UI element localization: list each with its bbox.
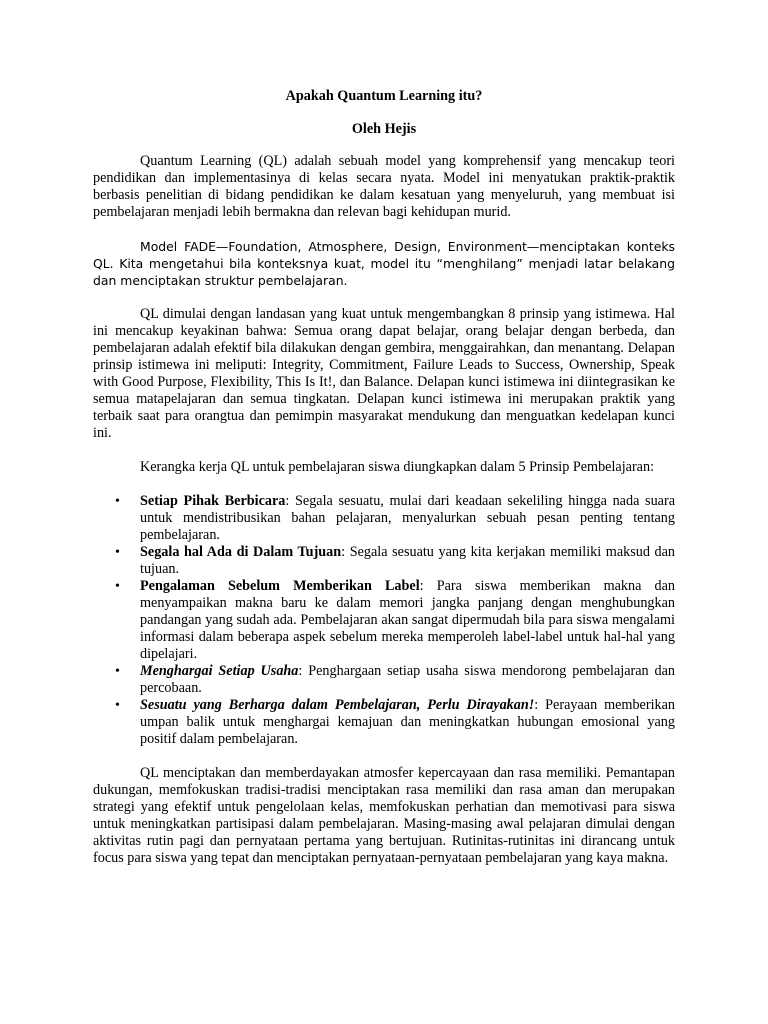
list-item bbox=[93, 544, 675, 578]
principle-text: Segala sesuatu yang kita kerjakan memiliki maksud dan tujuan. bbox=[140, 544, 675, 577]
principle-term: Menghargai Setiap Usaha bbox=[140, 663, 299, 679]
list-item bbox=[93, 493, 675, 544]
principle-term: Pengalaman Sebelum Memberikan Label bbox=[140, 578, 420, 594]
principle-separator: : bbox=[341, 544, 346, 560]
bullet-icon: • bbox=[115, 698, 120, 713]
principle-text: Para siswa memberikan makna dan menyampaikan makna baru ke dalam memori jangka panjang dengan menghubungkan pandangan yang sudah ada. Pembelajaran akan sangat dipermudah bila para siswa mengalami informasi dalam beberapa aspek sebelum mereka memperoleh label-label untuk hal-hal yang dipelajari. bbox=[140, 578, 675, 662]
list-item bbox=[93, 663, 675, 697]
principle-term: Segala hal Ada di Dalam Tujuan bbox=[140, 544, 342, 560]
principle-term: Setiap Pihak Berbicara bbox=[140, 493, 286, 509]
paragraph-atmosphere: QL menciptakan dan memberdayakan atmosfer kepercayaan dan rasa memiliki. Pemantapan dukungan, memfokuskan tradisi-tradisi menciptakan rasa memiliki dan rasa aman dan merupakan strategi yang efektif untuk pengelolaan kelas, memfokuskan perhatian dan memotivasi para siswa untuk meningkatkan partisipasi dalam pembelajaran. Masing-masing awal pelajaran dimulai dengan aktivitas rutin pagi dan pernyataan pertama yang bertujuan. Rutinitas-rutinitas ini dirancang untuk focus para siswa yang tepat dan menciptakan pernyataan-pernyataan pembelajaran yang kaya makna. bbox=[93, 765, 675, 866]
document-author: Oleh Hejis bbox=[351, 121, 417, 137]
paragraph-fade-model: Model FADE—Foundation, Atmosphere, Design, Environment—menciptakan konteks QL. Kita mengetahui bila konteksnya kuat, model itu “menghilang” menjadi latar belakang dan menciptakan struktur pembelajaran. bbox=[93, 239, 675, 288]
document-title: Apakah Quantum Learning itu? bbox=[285, 88, 483, 104]
principles-list bbox=[93, 493, 675, 748]
principle-text: Penghargaan setiap usaha siswa mendorong pembelajaran dan percobaan. bbox=[140, 663, 675, 696]
principle-text: Perayaan memberikan umpan balik untuk menghargai kemajuan dan meningkatkan hubungan emosional yang positif dalam pembelajaran. bbox=[140, 697, 675, 747]
list-item bbox=[93, 697, 675, 748]
principle-term: Sesuatu yang Berharga dalam Pembelajaran, Perlu Dirayakan! bbox=[140, 697, 535, 713]
paragraph-framework: Kerangka kerja QL untuk pembelajaran siswa diungkapkan dalam 5 Prinsip Pembelajaran: bbox=[140, 459, 655, 475]
paragraph-intro: Quantum Learning (QL) adalah sebuah model yang komprehensif yang mencakup teori pendidikan dan implementasinya di kelas secara nyata. Model ini menyatukan praktik-praktik berbasis penelitian di bidang pendidikan ke dalam kesatuan yang menyeluruh, yang membuat isi pembelajaran menjadi lebih bermakna dan relevan bagi kehidupan murid. bbox=[93, 153, 675, 220]
bullet-icon: • bbox=[115, 545, 120, 560]
paragraph-eight-principles: QL dimulai dengan landasan yang kuat untuk mengembangkan 8 prinsip yang istimewa. Hal ini mencakup keyakinan bahwa: Semua orang dapat belajar, orang belajar dengan berbeda, dan pembelajaran adalah efektif bila dilakukan dengan gembira, menggairahkan, dan menantang. Delapan prinsip istimewa ini meliputi: Integrity, Commitment, Failure Leads to Success, Ownership, Speak with Good Purpose, Flexibility, This Is It!, dan Balance. Delapan kunci istimewa ini diintegrasikan ke semua matapelajaran dan semua tingkatan. Delapan kunci istimewa ini merupakan praktik yang terbaik saat para orangtua dan pemimpin masyarakat mendukung dan menguatkan kedelapan kunci ini. bbox=[93, 306, 675, 441]
bullet-icon: • bbox=[115, 579, 120, 594]
bullet-icon: • bbox=[115, 664, 120, 679]
principle-separator: : bbox=[298, 663, 303, 679]
principle-separator: : bbox=[419, 578, 424, 594]
bullet-icon: • bbox=[115, 494, 120, 509]
principle-text: Segala sesuatu, mulai dari keadaan sekeliling hingga nada suara untuk mendistribusikan bahan pelajaran, menyalurkan sebuah pesan penting tentang pembelajaran. bbox=[140, 493, 675, 543]
principle-separator: : bbox=[534, 697, 539, 713]
principle-separator: : bbox=[285, 493, 290, 509]
list-item bbox=[93, 578, 675, 663]
